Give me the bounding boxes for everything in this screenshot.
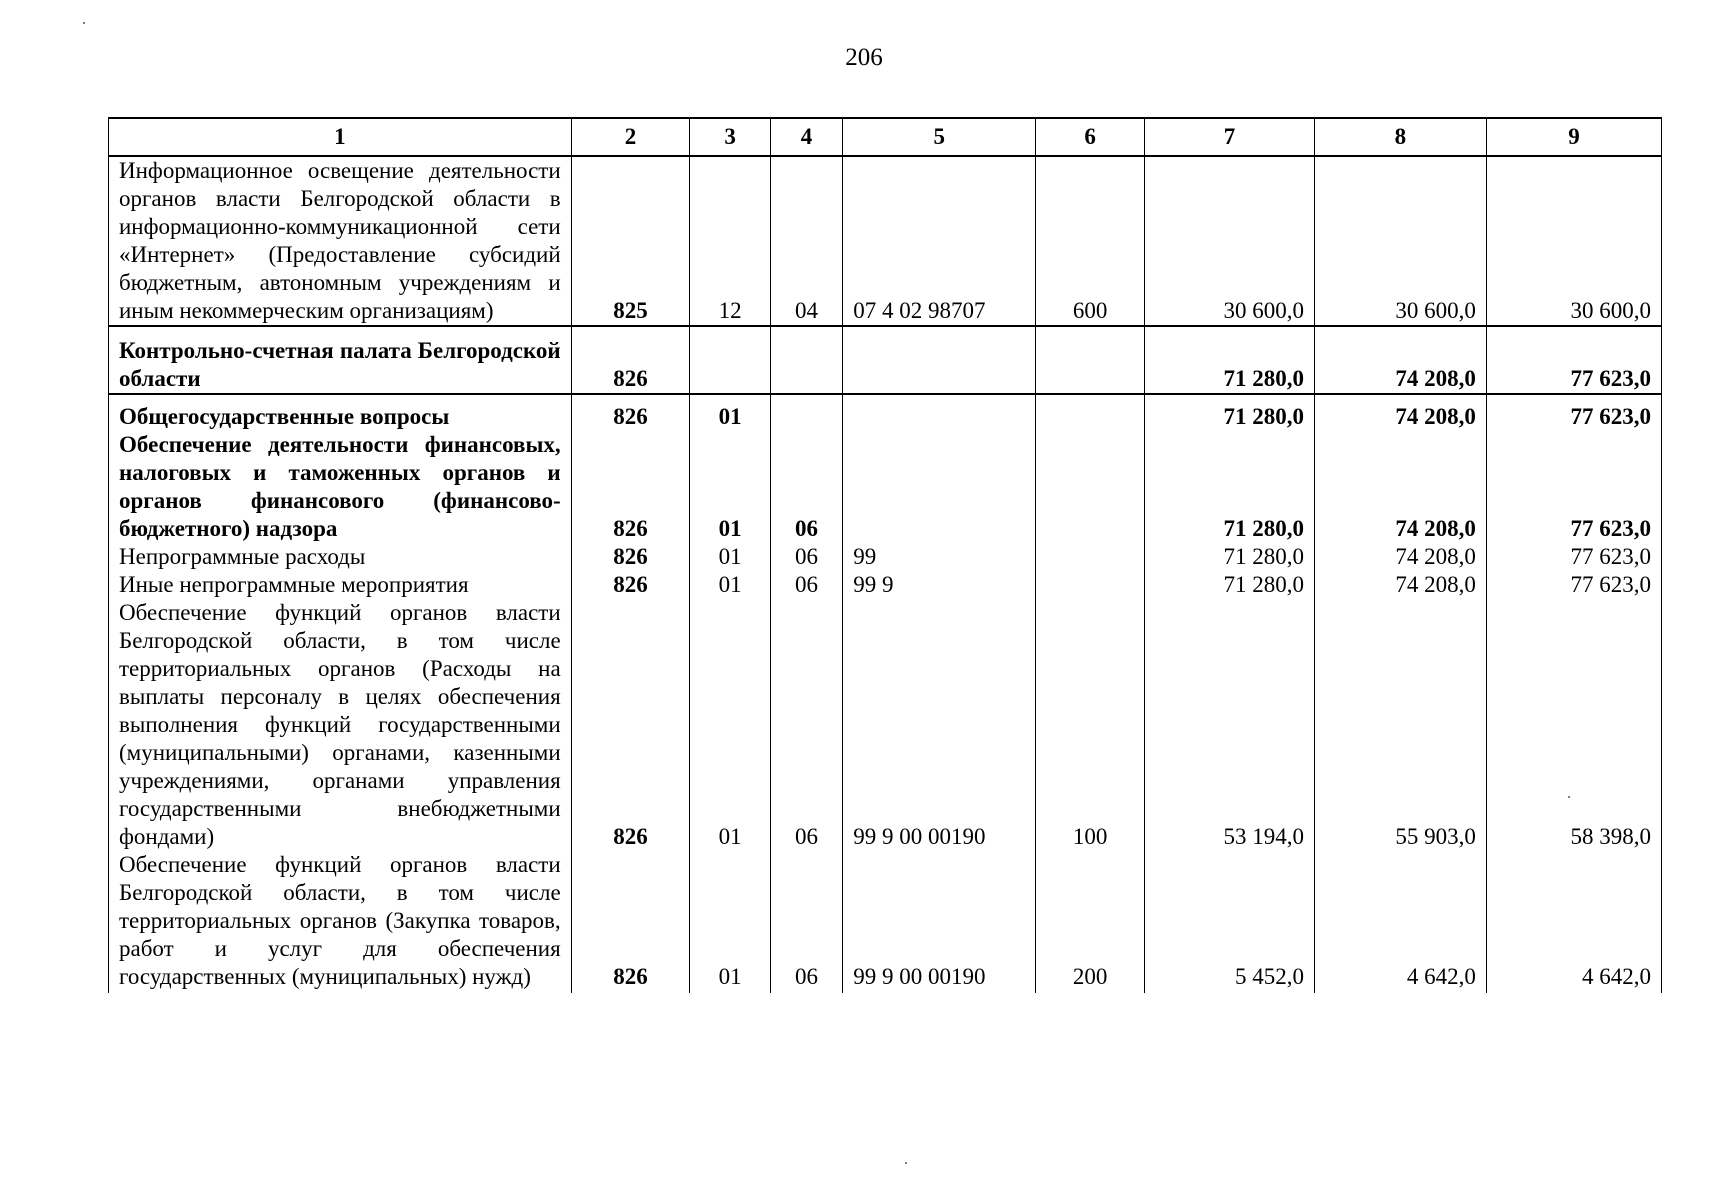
expense-type-code — [1036, 571, 1145, 599]
scan-speck — [905, 1162, 907, 1164]
target-article-code: 99 9 00 00190 — [843, 851, 1036, 993]
section-code: 01 — [690, 394, 770, 431]
amount-year-2: 55 903,0 — [1314, 599, 1486, 851]
expense-type-code — [1036, 543, 1145, 571]
table-row — [109, 326, 1662, 394]
column-header: 8 — [1314, 118, 1486, 156]
expense-name: Обеспечение функций органов власти Белгородской области, в том числе территориальных органов (Закупка товаров, работ и услуг для обеспечения государственных (муниципальных) нужд) — [109, 851, 572, 993]
amount-year-1: 71 280,0 — [1144, 431, 1314, 543]
amount-year-2: 74 208,0 — [1314, 543, 1486, 571]
amount-year-2: 4 642,0 — [1314, 851, 1486, 993]
amount-year-3: 77 623,0 — [1486, 326, 1661, 394]
target-article-code: 07 4 02 98707 — [843, 156, 1036, 326]
column-header: 7 — [1144, 118, 1314, 156]
scan-speck — [83, 22, 85, 24]
expense-type-code — [1036, 326, 1145, 394]
admin-code: 826 — [571, 599, 690, 851]
expense-type-code: 100 — [1036, 599, 1145, 851]
amount-year-1: 71 280,0 — [1144, 571, 1314, 599]
expense-type-code — [1036, 394, 1145, 431]
target-article-code — [843, 326, 1036, 394]
admin-code: 825 — [571, 156, 690, 326]
expense-name: Информационное освещение деятельности органов власти Белгородской области в информационно-коммуникационной сети «Интернет» (Предоставление субсидий бюджетным, автономным учреждениям и иным некоммерческим организациям) — [109, 156, 572, 326]
target-article-code: 99 9 00 00190 — [843, 599, 1036, 851]
amount-year-3: 77 623,0 — [1486, 543, 1661, 571]
expense-type-code — [1036, 431, 1145, 543]
target-article-code: 99 9 — [843, 571, 1036, 599]
amount-year-2: 74 208,0 — [1314, 431, 1486, 543]
section-code: 01 — [690, 431, 770, 543]
table-header-row — [109, 118, 1662, 156]
admin-code: 826 — [571, 543, 690, 571]
expense-name: Обеспечение деятельности финансовых, налоговых и таможенных органов и органов финансового (финансово-бюджетного) надзора — [109, 431, 572, 543]
subsection-code: 06 — [770, 851, 842, 993]
table-row — [109, 571, 1662, 599]
budget-table-container — [108, 117, 1662, 993]
expense-name: Непрограммные расходы — [109, 543, 572, 571]
amount-year-3: 58 398,0 — [1486, 599, 1661, 851]
table-row — [109, 394, 1662, 431]
expense-type-code: 600 — [1036, 156, 1145, 326]
column-header: 9 — [1486, 118, 1661, 156]
table-row — [109, 156, 1662, 326]
subsection-code: 06 — [770, 431, 842, 543]
amount-year-3: 77 623,0 — [1486, 394, 1661, 431]
expense-type-code: 200 — [1036, 851, 1145, 993]
amount-year-3: 4 642,0 — [1486, 851, 1661, 993]
admin-code: 826 — [571, 394, 690, 431]
amount-year-2: 74 208,0 — [1314, 326, 1486, 394]
table-row — [109, 851, 1662, 993]
amount-year-3: 77 623,0 — [1486, 571, 1661, 599]
column-header: 3 — [690, 118, 770, 156]
table-row — [109, 543, 1662, 571]
amount-year-3: 77 623,0 — [1486, 431, 1661, 543]
table-row — [109, 599, 1662, 851]
column-header: 6 — [1036, 118, 1145, 156]
amount-year-1: 71 280,0 — [1144, 326, 1314, 394]
column-header: 4 — [770, 118, 842, 156]
column-header: 1 — [109, 118, 572, 156]
section-code: 01 — [690, 543, 770, 571]
target-article-code — [843, 431, 1036, 543]
section-code: 12 — [690, 156, 770, 326]
expense-name: Контрольно-счетная палата Белгородской области — [109, 326, 572, 394]
subsection-code: 06 — [770, 599, 842, 851]
budget-table — [108, 117, 1662, 993]
expense-name: Иные непрограммные мероприятия — [109, 571, 572, 599]
column-header: 2 — [571, 118, 690, 156]
subsection-code: 06 — [770, 571, 842, 599]
admin-code: 826 — [571, 326, 690, 394]
subsection-code — [770, 394, 842, 431]
admin-code: 826 — [571, 431, 690, 543]
amount-year-2: 74 208,0 — [1314, 394, 1486, 431]
section-code: 01 — [690, 851, 770, 993]
subsection-code — [770, 326, 842, 394]
subsection-code: 06 — [770, 543, 842, 571]
section-code: 01 — [690, 571, 770, 599]
admin-code: 826 — [571, 571, 690, 599]
expense-name: Общегосударственные вопросы — [109, 394, 572, 431]
admin-code: 826 — [571, 851, 690, 993]
amount-year-1: 5 452,0 — [1144, 851, 1314, 993]
page-number: 206 — [845, 44, 883, 71]
scan-speck — [1568, 796, 1570, 798]
amount-year-2: 30 600,0 — [1314, 156, 1486, 326]
amount-year-2: 74 208,0 — [1314, 571, 1486, 599]
amount-year-1: 71 280,0 — [1144, 394, 1314, 431]
column-header: 5 — [843, 118, 1036, 156]
amount-year-1: 71 280,0 — [1144, 543, 1314, 571]
amount-year-3: 30 600,0 — [1486, 156, 1661, 326]
subsection-code: 04 — [770, 156, 842, 326]
amount-year-1: 30 600,0 — [1144, 156, 1314, 326]
target-article-code — [843, 394, 1036, 431]
expense-name: Обеспечение функций органов власти Белгородской области, в том числе территориальных органов (Расходы на выплаты персоналу в целях обеспечения выполнения функций государственными (муниципальными) органами, казенными учреждениями, органами управления государственными внебюджетными фондами) — [109, 599, 572, 851]
section-code: 01 — [690, 599, 770, 851]
amount-year-1: 53 194,0 — [1144, 599, 1314, 851]
target-article-code: 99 — [843, 543, 1036, 571]
section-code — [690, 326, 770, 394]
table-row — [109, 431, 1662, 543]
